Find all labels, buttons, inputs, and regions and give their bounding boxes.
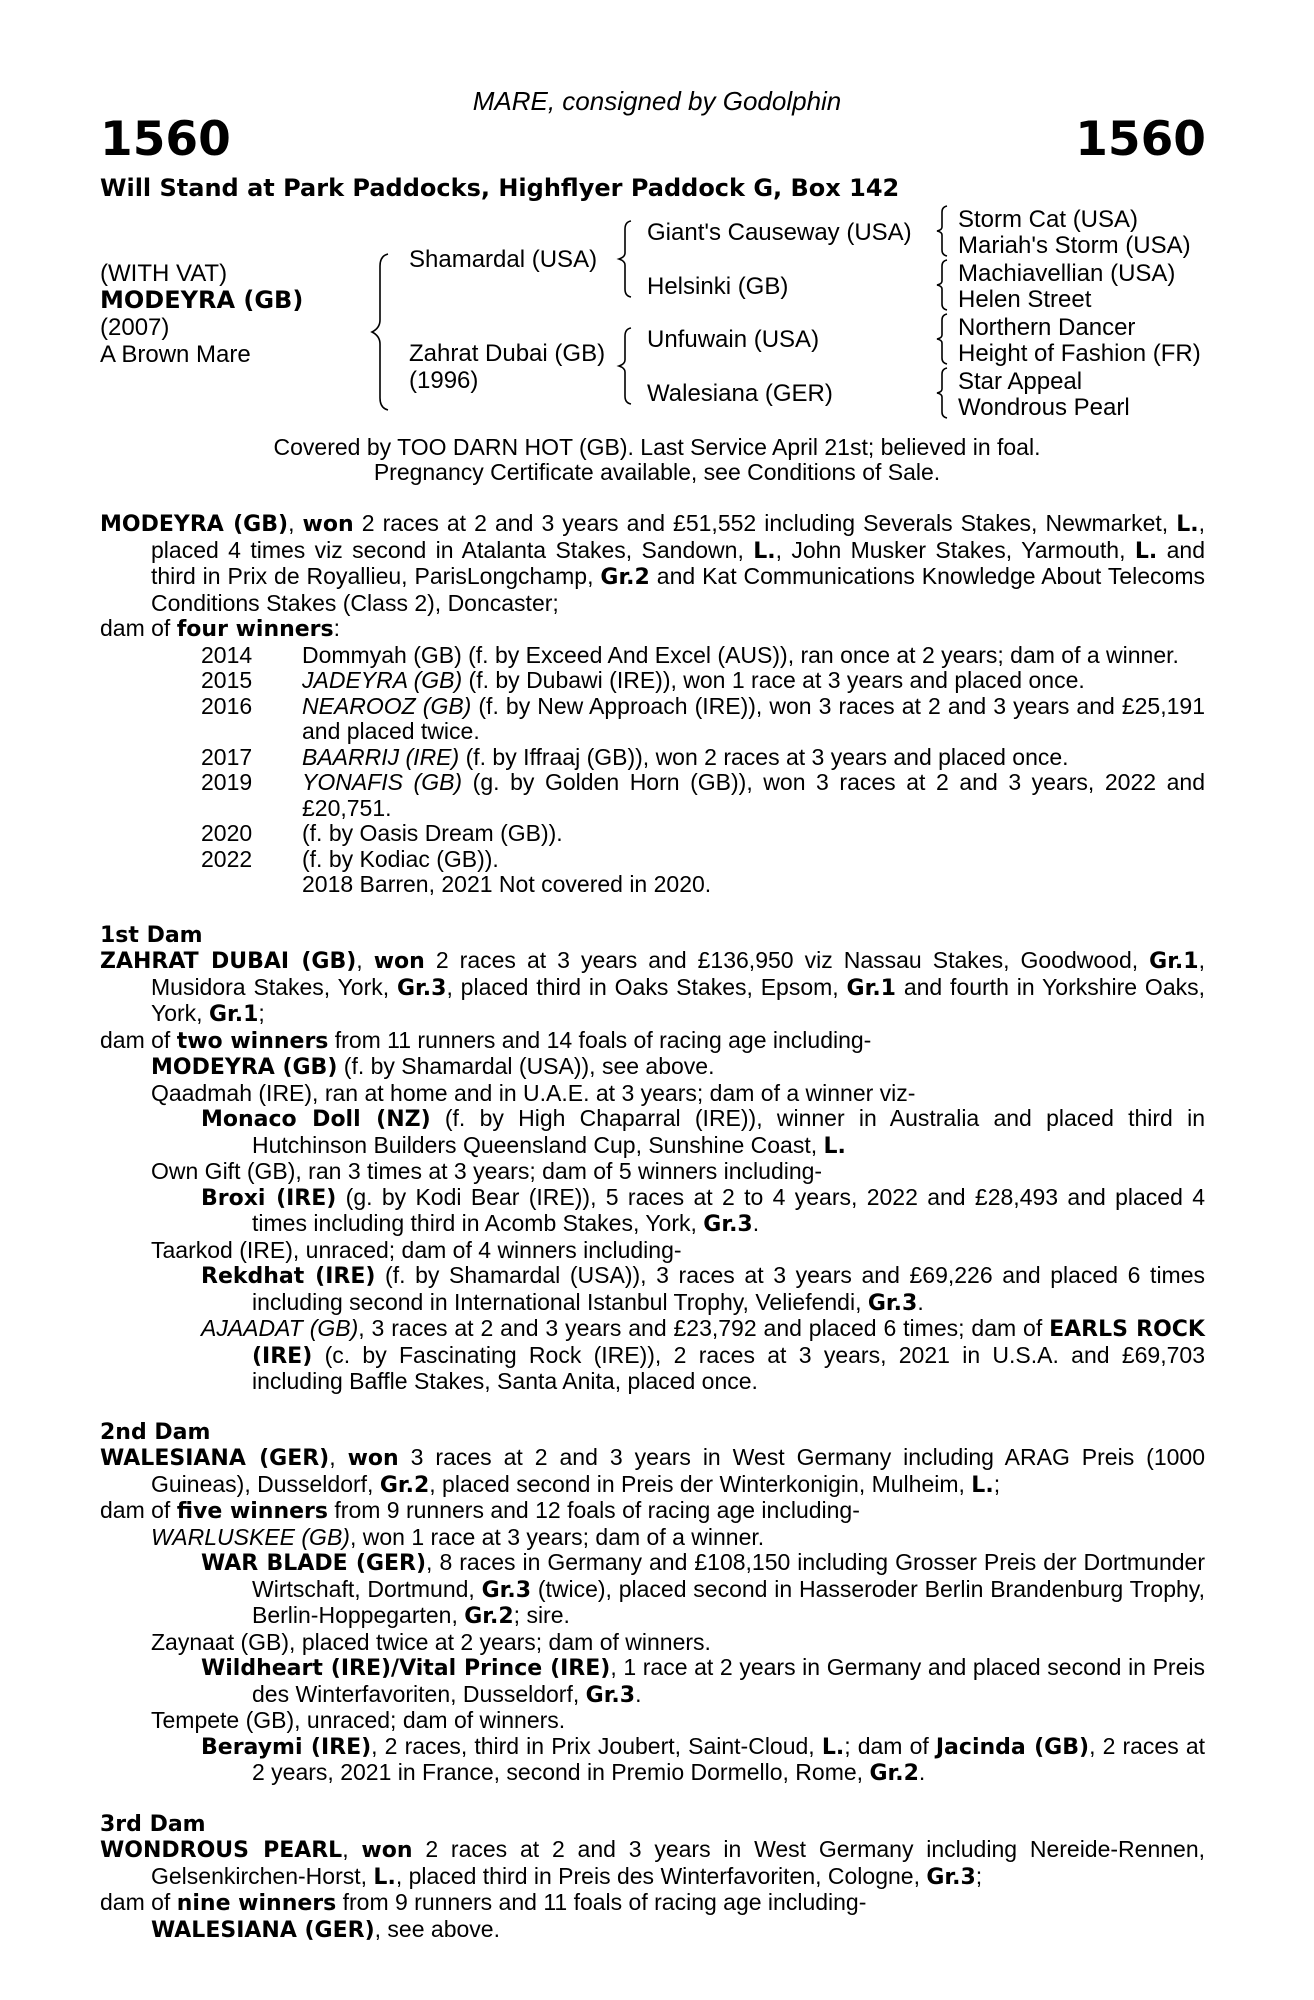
pedigree-sss: Storm Cat (USA) (958, 206, 1139, 233)
first-dam-grandfoal: Rekdhat (IRE) (f. by Shamardal (USA)), 3 races at 3 years and £69,226 and placed 6 times including second in International Istanbul Trophy, Veliefendi, Gr.3. (201, 1262, 1206, 1316)
pedigree-dds: Star Appeal (958, 368, 1083, 395)
pedigree-bracket-sire (617, 219, 637, 299)
horse-name: MODEYRA (GB) (100, 286, 304, 314)
consignment-line: MARE, consigned by Godolphin (472, 86, 842, 116)
pedigree-bracket-ss (935, 204, 951, 258)
first-dam-foal: Taarkod (IRE), unraced; dam of 4 winners including- (151, 1236, 682, 1263)
pedigree-dam: Zahrat Dubai (GB) (409, 340, 606, 367)
covered-line-1: Covered by TOO DARN HOT (GB). Last Service April 21st; believed in foal. (273, 434, 1041, 460)
produce-row: 2022 (f. by Kodiac (GB)). (201, 845, 499, 872)
produce-row: 2015 JADEYRA (GB) (f. by Dubawi (IRE)), won 1 race at 3 years and placed once. (201, 667, 1085, 693)
pedigree-bracket-sd (935, 258, 951, 312)
horse-year: (2007) (100, 314, 170, 341)
pedigree-bracket-ds (935, 312, 951, 366)
first-dam-grandfoal: AJAADAT (GB), 3 races at 2 and 3 years and £23,792 and placed 6 times; dam of EARLS ROCK (IRE) (c. by Fascinating Rock (IRE)), 2 races at 3 years, 2021 in U.S.A. and £69,703 including Baffle Stakes, Santa Anita, placed once. (201, 1315, 1205, 1394)
catalogue-body (100, 511, 1205, 1943)
produce-row: 2019 YONAFIS (GB) (g. by Golden Horn (GB)), won 3 races at 2 and 3 years, 2022 and £20,751. (201, 769, 1206, 821)
vat-note: (WITH VAT) (100, 260, 228, 287)
pedigree-sdd: Helen Street (958, 286, 1092, 313)
horse-description: A Brown Mare (100, 341, 251, 368)
produce-list (100, 643, 1205, 898)
produce-row: 2018 Barren, 2021 Not covered in 2020. (302, 871, 712, 897)
pedigree-dss: Northern Dancer (958, 314, 1136, 341)
produce-row: 2017 BAARRIJ (IRE) (f. by Iffraaj (GB)), won 2 races at 3 years and placed once. (201, 743, 1069, 770)
second-dam-dam-of: dam of five winners from 9 runners and 12 foals of racing age including- (100, 1497, 860, 1524)
first-dam-foal: Own Gift (GB), ran 3 times at 3 years; dam of 5 winners including- (151, 1158, 823, 1184)
pedigree-dsd: Height of Fashion (FR) (958, 340, 1201, 367)
covered-line-2: Pregnancy Certificate available, see Conditions of Sale. (373, 459, 941, 485)
first-dam-foal: Qaadmah (IRE), ran at home and in U.A.E. at 3 years; dam of a winner viz- (151, 1079, 916, 1106)
first-dam-dam-of: dam of two winners from 11 runners and 14 foals of racing age including- (100, 1026, 872, 1054)
pedigree-bracket-dam (617, 326, 637, 406)
pedigree-ddd: Wondrous Pearl (958, 394, 1130, 421)
modeyra-dam-of: dam of four winners: (100, 615, 341, 642)
first-dam-grandfoal: Monaco Doll (NZ) (f. by High Chaparral (IRE)), winner in Australia and placed third in Hutchinson Builders Queensland Cup, Sunshine Coast, L. (201, 1105, 1205, 1159)
pedigree-sire-dam: Helsinki (GB) (647, 273, 789, 300)
lot-number-left: 1560 (100, 112, 231, 167)
covered-statement (0, 435, 1314, 485)
pedigree-sire-sire: Giant's Causeway (USA) (647, 219, 912, 246)
pedigree-bracket-dd (935, 366, 951, 420)
third-dam-heading: 3rd Dam (100, 1811, 206, 1837)
second-dam-grandfoal: WAR BLADE (GER), 8 races in Germany and £108,150 including Grosser Preis der Dortmunder Wirtschaft, Dortmund, Gr.3 (twice), placed second in Hasseroder Berlin Brandenburg Trophy, Berlin-Hoppegarten, Gr.2; sire. (201, 1549, 1205, 1629)
first-dam-record: ZAHRAT DUBAI (GB), won 2 races at 3 years and £136,950 viz Nassau Stakes, Goodwood, Gr.1, Musidora Stakes, York, Gr.3, placed third in Oaks Stakes, Epsom, Gr.1 and fourth in Yorkshire Oaks, York, Gr.1; (100, 947, 1205, 1027)
third-dam-dam-of: dam of nine winners from 9 runners and 11 foals of racing age including- (100, 1889, 867, 1916)
second-dam-foal: WARLUSKEE (GB), won 1 race at 3 years; dam of a winner. (151, 1523, 765, 1550)
produce-row: 2016 NEAROOZ (GB) (f. by New Approach (IRE)), won 3 races at 2 and 3 years and £25,191 and placed twice. (201, 692, 1205, 744)
modeyra-record: MODEYRA (GB), won 2 races at 2 and 3 years and £51,552 including Severals Stakes, Newmarket, L., placed 4 times viz second in Atalanta Stakes, Sandown, L., John Musker Stakes, Yarmouth, L. and third in Prix de Royallieu, ParisLongchamp, Gr.2 and Kat Communications Knowledge About Telecoms Conditions Stakes (Class 2), Doncaster; (100, 510, 1206, 616)
second-dam-record: WALESIANA (GER), won 3 races at 2 and 3 years in West Germany including ARAG Preis (1000 Guineas), Dusseldorf, Gr.2, placed second in Preis der Winterkonigin, Mulheim, L.; (100, 1444, 1205, 1498)
pedigree-dam-sire: Unfuwain (USA) (647, 326, 820, 353)
produce-row: 2014 Dommyah (GB) (f. by Exceed And Excel (AUS)), ran once at 2 years; dam of a winner. (201, 641, 1179, 668)
lot-number-right: 1560 (1075, 112, 1206, 167)
second-dam-heading: 2nd Dam (100, 1419, 211, 1445)
first-dam-grandfoal: Broxi (IRE) (g. by Kodi Bear (IRE)), 5 races at 2 to 4 years, 2022 and £28,493 and placed 4 times including third in Acomb Stakes, York, Gr.3. (201, 1183, 1206, 1237)
produce-row: 2020 (f. by Oasis Dream (GB)). (201, 820, 563, 846)
pedigree-dam-dam: Walesiana (GER) (647, 380, 833, 407)
third-dam-foal: WALESIANA (GER), see above. (151, 1915, 500, 1943)
pedigree-ssd: Mariah's Storm (USA) (958, 232, 1191, 259)
pedigree-sire: Shamardal (USA) (409, 246, 598, 273)
pedigree-bracket-main (370, 252, 400, 412)
second-dam-grandfoal: Wildheart (IRE)/Vital Prince (IRE), 1 race at 2 years in Germany and placed second in Preis des Winterfavoriten, Dusseldorf, Gr.3. (201, 1654, 1205, 1708)
stand-location: Will Stand at Park Paddocks, Highflyer Paddock G, Box 142 (100, 174, 900, 202)
pedigree-dam-year: (1996) (409, 367, 479, 394)
third-dam-record: WONDROUS PEARL, won 2 races at 2 and 3 years in West Germany including Nereide-Rennen, Gelsenkirchen-Horst, L., placed third in Preis des Winterfavoriten, Cologne, Gr.3; (100, 1836, 1206, 1890)
first-dam-heading: 1st Dam (100, 922, 203, 948)
second-dam-grandfoal: Beraymi (IRE), 2 races, third in Prix Joubert, Saint-Cloud, L.; dam of Jacinda (GB), 2 races at 2 years, 2021 in France, second in Premio Dormello, Rome, Gr.2. (201, 1732, 1206, 1786)
second-dam-foal: Zaynaat (GB), placed twice at 2 years; dam of winners. (151, 1628, 711, 1655)
first-dam-foal: MODEYRA (GB) (f. by Shamardal (USA)), see above. (151, 1053, 715, 1080)
second-dam-foal: Tempete (GB), unraced; dam of winners. (151, 1707, 566, 1733)
pedigree-sds: Machiavellian (USA) (958, 260, 1176, 287)
